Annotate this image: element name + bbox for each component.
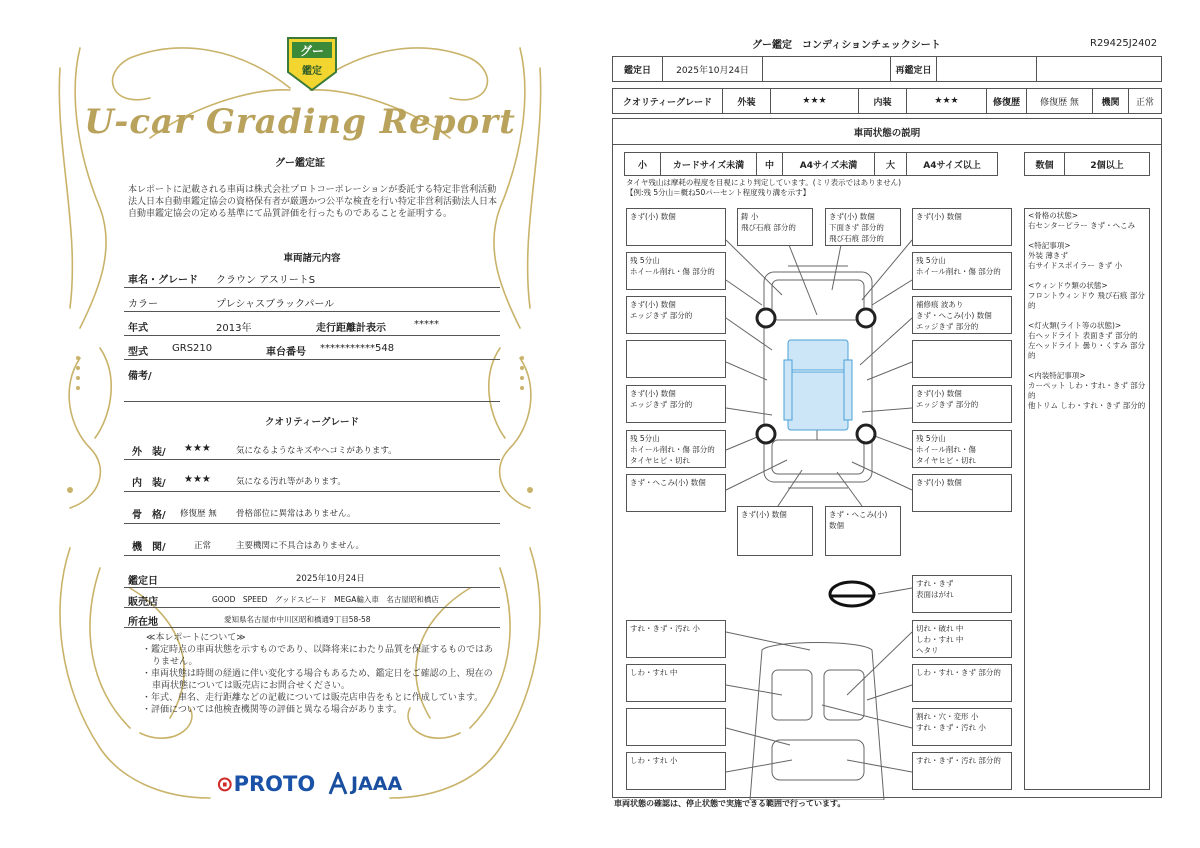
info-row-date bbox=[124, 566, 500, 588]
remarks-label: 備考/ bbox=[128, 371, 152, 382]
spec-row-color bbox=[124, 288, 500, 312]
quality-grade-label: クオリティーグレード bbox=[613, 89, 723, 113]
damage-box-rear-left-wheel: 残 5分山 ホイール削れ・傷 部分的 タイヤヒビ・切れ bbox=[626, 430, 726, 468]
date-label: 鑑定日 bbox=[128, 576, 158, 587]
damage-box-dashboard: すれ・きず・汚れ 小 bbox=[626, 620, 726, 658]
model-label: 型式 bbox=[128, 347, 148, 358]
proto-mark-icon: ⊙ bbox=[216, 772, 234, 796]
condition-section-title: 車両状態の説明 bbox=[613, 119, 1161, 145]
bottom-note: 車両状態の確認は、停止状態で実施できる範囲で行っています。 bbox=[614, 799, 846, 808]
damage-box-rear-right-wheel: 残 5分山 ホイール削れ・傷 タイヤヒビ・切れ bbox=[912, 430, 1012, 468]
damage-box-right-door-trim: しわ・すれ・きず 部分的 bbox=[912, 664, 1012, 702]
grading-report-certificate bbox=[40, 28, 560, 818]
damage-box-console: 割れ・穴・変形 小 すれ・きず・汚れ 小 bbox=[912, 708, 1012, 746]
damage-box-right-front-door bbox=[912, 340, 1012, 378]
damage-box-rear-right-bumper: きず・へこみ(小) 数個 bbox=[825, 506, 901, 556]
year-value: 2013年 bbox=[216, 323, 252, 334]
footer-logos bbox=[216, 770, 416, 800]
note-group-windows: <ウィンドウ類の状態> フロントウィンドウ 飛び石痕 部分的 bbox=[1028, 281, 1145, 310]
tire-note-line: 【例:残 5分山＝概ね50パーセント程度残り溝を示す】 bbox=[626, 188, 811, 197]
grade-row-engine bbox=[124, 524, 500, 556]
size-large-desc: A4サイズ以上 bbox=[923, 160, 981, 171]
grade-section-title: クオリティーグレード bbox=[264, 417, 360, 428]
damage-box-front-left-bumper: きず(小) 数個 bbox=[626, 208, 726, 246]
damage-box-left-door-trim bbox=[626, 708, 726, 746]
repair-history-label: 修復歴 bbox=[987, 89, 1027, 113]
chassis-value: ***********548 bbox=[320, 343, 395, 354]
engine-value: 正常 bbox=[194, 541, 212, 551]
badge-top-text: グー bbox=[299, 44, 325, 58]
size-legend bbox=[624, 152, 998, 176]
size-small-label: 小 bbox=[625, 153, 661, 175]
name-label: 車名・グレード bbox=[128, 275, 198, 286]
note-group-frame: <骨格の状態> 右センターピラー きず・へこみ bbox=[1028, 211, 1136, 230]
address-value: 愛知県名古屋市中川区昭和橋通9丁目58-58 bbox=[224, 615, 371, 624]
date-value: 2025年10月24日 bbox=[296, 574, 365, 584]
damage-box-driver-seat: 切れ・破れ 中 しわ・すれ 中 ヘタリ bbox=[912, 620, 1012, 658]
badge-bottom-text: 鑑定 bbox=[302, 66, 322, 77]
engine-desc: 主要機関に不具合はありません。 bbox=[236, 541, 365, 551]
spec-row-model bbox=[124, 336, 500, 360]
damage-box-passenger-seat: しわ・すれ 中 bbox=[626, 664, 726, 702]
damage-box-rear-left-bumper: きず(小) 数個 bbox=[737, 506, 813, 556]
grade-row-exterior bbox=[124, 430, 500, 460]
interior-value: ★★★ bbox=[907, 89, 987, 113]
frame-value: 修復歴 無 bbox=[180, 509, 217, 519]
interior-stars: ★★★ bbox=[184, 474, 211, 485]
mileage-value: ***** bbox=[414, 319, 439, 330]
color-value: プレシャスブラックパール bbox=[216, 299, 335, 310]
damage-box-left-front-door bbox=[626, 340, 726, 378]
exterior-value: ★★★ bbox=[771, 89, 859, 113]
empty-cell bbox=[763, 57, 891, 81]
interior-label: 内 装/ bbox=[132, 478, 166, 489]
frame-label: 骨 格/ bbox=[132, 510, 166, 521]
report-script-title: U-car Grading Report bbox=[84, 102, 516, 142]
note-item: ・鑑定時点の車両状態を示すものであり、以降将来にわたり品質を保証するものではありません。 bbox=[142, 645, 494, 667]
damage-box-rear-left-fender: きず・へこみ(小) 数個 bbox=[626, 474, 726, 512]
damage-box-front-left-wheel: 残 5分山 ホイール削れ・傷 部分的 bbox=[626, 252, 726, 290]
grade-row-frame bbox=[124, 492, 500, 524]
damage-box-front-right-fender: 補修痕 波あり きず・へこみ(小) 数個 エッジきず 部分的 bbox=[912, 296, 1012, 334]
grade-row-interior bbox=[124, 460, 500, 492]
note-group-special: <特記事項> 外装 薄きず 右サイドスポイラー きず 小 bbox=[1028, 241, 1123, 270]
damage-box-front-right-bumper: きず(小) 数個 bbox=[912, 208, 1012, 246]
certificate-body: 本レポートに記載される車両は株式会社プロトコーポレーションが委託する特定非営利活動法人日本自動車鑑定協会の資格保有者が厳選かつ公平な検査を行い特定非営利活動法人日本自動車鑑定協会の定める基準にて品質評価を行ったものであることを証明する。 bbox=[128, 185, 498, 219]
damage-box-rear-seat-left: しわ・すれ 小 bbox=[626, 752, 726, 790]
damage-box-rear-seat-right: すれ・きず・汚れ 部分的 bbox=[912, 752, 1012, 790]
info-row-address bbox=[124, 608, 500, 628]
jaaa-mark-icon bbox=[328, 772, 348, 796]
info-row-dealer bbox=[124, 588, 500, 608]
exterior-label: 外 装/ bbox=[132, 447, 166, 458]
interior-desc: 気になる汚れ等があります。 bbox=[236, 477, 346, 487]
damage-box-rear-right-fender: きず(小) 数個 bbox=[912, 474, 1012, 512]
reappraisal-date-value bbox=[937, 57, 1037, 81]
tire-note-line: タイヤ残山は摩耗の程度を目視により判定しています。(ミリ表示ではありません) bbox=[626, 178, 902, 187]
damage-box-right-rear-door: きず(小) 数個 エッジきず 部分的 bbox=[912, 385, 1012, 423]
mileage-label: 走行距離計表示 bbox=[316, 323, 386, 334]
repair-history-value: 修復歴 無 bbox=[1027, 89, 1093, 113]
damage-box-steering: すれ・きず 表面はがれ bbox=[912, 575, 1012, 613]
reappraisal-date-label: 再鑑定日 bbox=[891, 57, 937, 81]
dealer-label: 販売店 bbox=[128, 597, 158, 608]
sheet-title: グー鑑定 コンディションチェックシート bbox=[752, 40, 941, 51]
proto-logo: ⊙PROTO bbox=[216, 772, 316, 796]
frame-desc: 骨格部位に異常はありません。 bbox=[236, 509, 356, 519]
damage-box-front-right-wheel: 残 5分山 ホイール削れ・傷 部分的 bbox=[912, 252, 1012, 290]
notes-title: ≪本レポートについて≫ bbox=[146, 633, 246, 643]
name-value: クラウン アスリートS bbox=[216, 275, 316, 286]
color-label: カラー bbox=[128, 299, 158, 310]
model-value: GRS210 bbox=[172, 343, 213, 354]
exterior-desc: 気になるようなキズやヘコミがあります。 bbox=[236, 446, 397, 456]
note-item: ・年式、車名、走行距離などの記載については販売店申告をもとに作成しています。 bbox=[142, 693, 484, 703]
size-large-label: 大 bbox=[875, 153, 907, 175]
damage-box-hood: きず(小) 数個 下面きず 部分的 飛び石痕 部分的 bbox=[825, 208, 901, 246]
year-label: 年式 bbox=[128, 323, 148, 334]
engine-label: 機関 bbox=[1093, 89, 1129, 113]
grade-row bbox=[612, 88, 1162, 114]
damage-box-left-rear-door: きず(小) 数個 エッジきず 部分的 bbox=[626, 385, 726, 423]
jaaa-logo: JAAA bbox=[351, 773, 403, 795]
spec-row-remarks bbox=[124, 360, 500, 402]
goo-appraisal-badge-icon bbox=[284, 32, 340, 94]
note-item: ・評価については他検査機関等の評価と異なる場合があります。 bbox=[142, 705, 403, 715]
exterior-stars: ★★★ bbox=[184, 443, 211, 454]
spec-row-name bbox=[124, 264, 500, 288]
note-item: ・車両状態は時間の経過に伴い変化する場合もあるため、鑑定日をご確認の上、現在の車両状態については販売店にお問合せください。 bbox=[142, 669, 493, 691]
size-small-desc: カードサイズ未満 bbox=[661, 153, 757, 175]
note-group-lights: <灯火類(ライト等の状態)> 右ヘッドライト 表面きず 部分的 左ヘッドライト 曇り・くすみ 部分的 bbox=[1028, 321, 1146, 360]
count-value: 2個以上 bbox=[1090, 160, 1124, 171]
appraisal-date-label: 鑑定日 bbox=[613, 57, 663, 81]
empty-cell bbox=[1037, 57, 1161, 81]
count-label: 数個 bbox=[1025, 153, 1065, 175]
note-group-interior: <内装特記事項> カーペット しわ・すれ・きず 部分的 他トリム しわ・すれ・きず 部分的 bbox=[1028, 371, 1146, 410]
damage-box-front-panel: 鋳 小 飛び石痕 部分的 bbox=[737, 208, 813, 246]
spec-row-year bbox=[124, 312, 500, 336]
count-legend bbox=[1024, 152, 1150, 176]
damage-box-front-left-fender: きず(小) 数個 エッジきず 部分的 bbox=[626, 296, 726, 334]
sheet-number: R29425J2402 bbox=[1090, 38, 1158, 49]
engine-label: 機 関/ bbox=[132, 542, 166, 553]
tire-note bbox=[626, 178, 901, 198]
dealer-value: GOOD SPEED グッドスピード MEGA輸入車 名古屋昭和橋店 bbox=[212, 595, 439, 604]
certificate-title: グー鑑定証 bbox=[275, 158, 325, 169]
appraisal-date-value: 2025年10月24日 bbox=[663, 57, 763, 81]
interior-label: 内装 bbox=[859, 89, 907, 113]
date-row bbox=[612, 56, 1162, 82]
chassis-label: 車台番号 bbox=[266, 347, 306, 358]
address-label: 所在地 bbox=[128, 617, 158, 628]
exterior-label: 外装 bbox=[723, 89, 771, 113]
report-notes bbox=[140, 632, 500, 716]
size-medium-label: 中 bbox=[757, 153, 783, 175]
condition-notes bbox=[1024, 208, 1150, 790]
engine-value: 正常 bbox=[1135, 97, 1154, 108]
spec-section-title: 車両諸元内容 bbox=[283, 253, 341, 264]
size-medium-desc: A4サイズ未満 bbox=[783, 153, 875, 175]
